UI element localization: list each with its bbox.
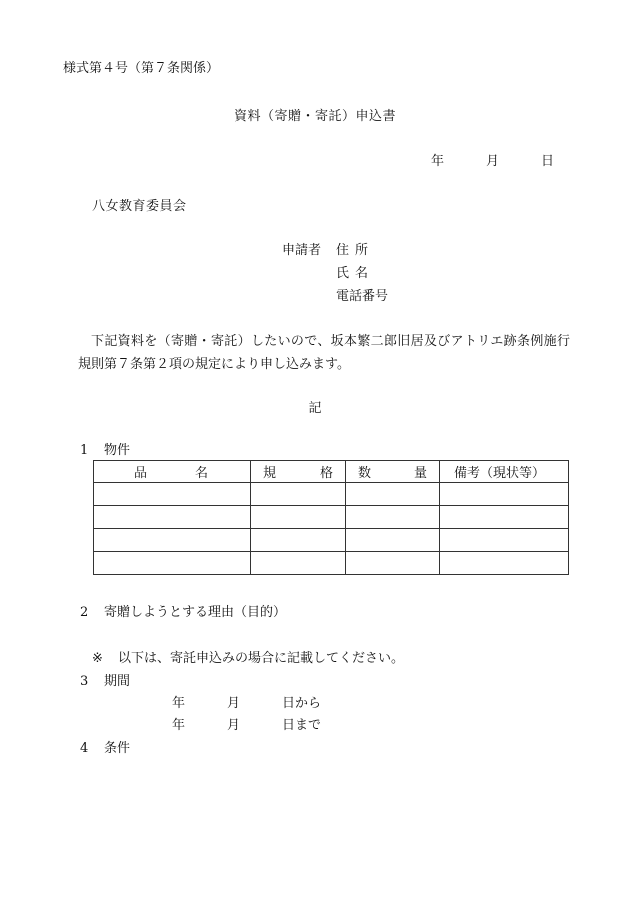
table-cell[interactable] <box>251 483 346 506</box>
section-4-number: 4 <box>80 741 89 756</box>
table-cell[interactable] <box>346 506 440 529</box>
table-cell[interactable] <box>346 483 440 506</box>
table-header-row <box>94 461 569 483</box>
section-2-number: 2 <box>80 605 89 620</box>
section-1-label: 物件 <box>104 443 131 458</box>
period-from-month: 月 <box>227 696 241 711</box>
header-specification-a: 規 <box>263 466 277 481</box>
section-2-label: 寄贈しようとする理由（目的） <box>104 605 287 620</box>
table-row <box>94 483 569 506</box>
header-item-name-b: 名 <box>194 466 208 481</box>
section-3-number: 3 <box>80 674 89 689</box>
header-item-name <box>94 461 251 483</box>
table-cell[interactable] <box>94 529 251 552</box>
period-from-day: 日から <box>282 696 322 711</box>
section-1-number: 1 <box>80 443 89 458</box>
table-cell[interactable] <box>251 529 346 552</box>
header-quantity <box>346 461 440 483</box>
table-cell[interactable] <box>251 506 346 529</box>
header-quantity-b: 量 <box>413 466 427 481</box>
table-row <box>94 529 569 552</box>
table-cell[interactable] <box>440 483 569 506</box>
applicant-name-label: 氏名 <box>336 266 375 281</box>
period-from-year: 年 <box>172 696 186 711</box>
header-remarks <box>440 461 569 483</box>
document-title: 資料（寄贈・寄託）申込書 <box>233 109 396 124</box>
header-remarks-text: 備考（現状等） <box>454 466 546 481</box>
ki-heading: 記 <box>308 401 322 416</box>
section-3-label: 期間 <box>104 674 131 689</box>
period-to-month: 月 <box>227 718 241 733</box>
header-quantity-a: 数 <box>358 466 372 481</box>
date-month-label: 月 <box>486 154 500 169</box>
table-cell[interactable] <box>346 529 440 552</box>
applicant-phone-label: 電話番号 <box>336 289 389 304</box>
header-item-name-a: 品 <box>134 466 148 481</box>
form-number: 様式第４号（第７条関係） <box>63 61 220 76</box>
section-4-label: 条件 <box>104 741 131 756</box>
date-year-label: 年 <box>431 154 445 169</box>
applicant-label: 申請者 <box>282 243 322 258</box>
note-text: 以下は、寄託申込みの場合に記載してください。 <box>118 651 405 666</box>
table-cell[interactable] <box>94 506 251 529</box>
note-mark: ※ <box>92 651 103 666</box>
period-to-day: 日まで <box>282 718 322 733</box>
table-row <box>94 506 569 529</box>
table-cell[interactable] <box>94 483 251 506</box>
table-cell[interactable] <box>440 506 569 529</box>
body-text: 下記資料を（寄贈・寄託）したいので、坂本繁二郎旧居及びアトリエ跡条例施行規則第７条第２項の規定により申し込みます。 <box>78 334 570 372</box>
addressee: 八女教育委員会 <box>92 199 187 214</box>
table-row <box>94 552 569 575</box>
period-to-year: 年 <box>172 718 186 733</box>
table-cell[interactable] <box>346 552 440 575</box>
table-cell[interactable] <box>251 552 346 575</box>
header-specification-b: 格 <box>319 466 333 481</box>
table-cell[interactable] <box>440 552 569 575</box>
date-day-label: 日 <box>541 154 555 169</box>
header-specification <box>251 461 346 483</box>
goods-table <box>93 460 569 575</box>
table-cell[interactable] <box>94 552 251 575</box>
applicant-address-label: 住所 <box>336 243 375 258</box>
table-cell[interactable] <box>440 529 569 552</box>
